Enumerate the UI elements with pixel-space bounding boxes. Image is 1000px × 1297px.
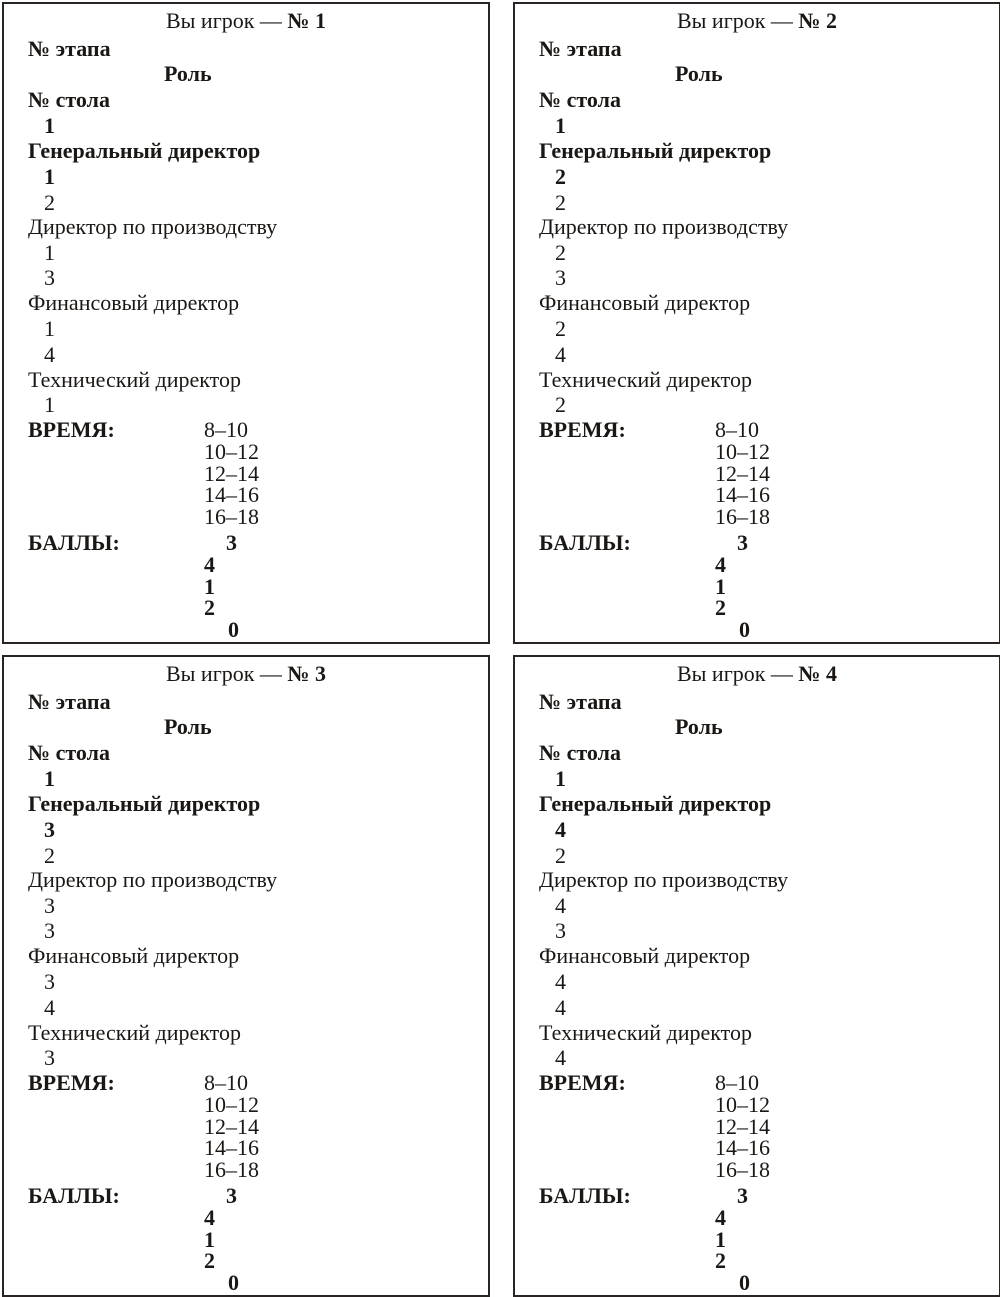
role-name: Финансовый директор	[28, 943, 240, 968]
player-number: № 1	[287, 8, 327, 33]
player-number: № 4	[798, 661, 838, 686]
time-slot: 14–16	[204, 482, 259, 507]
role-name: Технический директор	[539, 1020, 752, 1045]
time-slot: 8–10	[715, 1070, 759, 1095]
time-slot: 16–18	[715, 504, 770, 529]
points-label: БАЛЛЫ:	[539, 1183, 631, 1208]
card-title	[4, 663, 488, 685]
points-value: 1	[715, 574, 726, 599]
stage-number: 3	[44, 918, 55, 943]
time-slot: 10–12	[715, 439, 770, 464]
points-value: 4	[204, 552, 215, 577]
role-table: 1	[44, 392, 55, 417]
time-slot: 10–12	[204, 1092, 259, 1117]
role-table: 3	[44, 817, 55, 842]
table-label: № стола	[539, 87, 621, 112]
stage-number: 3	[555, 265, 566, 290]
points-value: 3	[737, 530, 748, 555]
time-slot: 12–14	[204, 1114, 259, 1139]
card-title	[4, 10, 488, 32]
points-label: БАЛЛЫ:	[539, 530, 631, 555]
role-name: Технический директор	[28, 367, 241, 392]
role-table: 2	[555, 240, 566, 265]
time-slot: 10–12	[204, 439, 259, 464]
stage-number: 2	[44, 190, 55, 215]
stage-number: 4	[44, 995, 55, 1020]
time-slot: 8–10	[204, 417, 248, 442]
role-name: Финансовый директор	[539, 943, 751, 968]
time-slot: 12–14	[715, 461, 770, 486]
points-value: 2	[715, 595, 726, 620]
role-name: Директор по производству	[28, 214, 278, 239]
role-label: Роль	[164, 714, 212, 739]
time-slot: 14–16	[715, 482, 770, 507]
stage-number: 4	[44, 342, 55, 367]
points-value: 3	[737, 1183, 748, 1208]
time-slot: 14–16	[204, 1135, 259, 1160]
role-label: Роль	[675, 714, 723, 739]
role-name: Директор по производству	[28, 867, 278, 892]
time-slot: 16–18	[204, 504, 259, 529]
role-name: Генеральный директор	[28, 791, 261, 816]
player-card-3	[2, 655, 490, 1297]
player-card-1	[2, 2, 490, 644]
role-name: Финансовый директор	[539, 290, 751, 315]
role-table: 4	[555, 817, 566, 842]
time-slot: 8–10	[715, 417, 759, 442]
role-name: Технический директор	[539, 367, 752, 392]
points-value: 3	[226, 1183, 237, 1208]
role-table: 4	[555, 969, 566, 994]
player-card-4	[513, 655, 1000, 1297]
points-value: 4	[204, 1205, 215, 1230]
role-table: 1	[44, 240, 55, 265]
points-label: БАЛЛЫ:	[28, 1183, 120, 1208]
time-label: ВРЕМЯ:	[539, 1070, 626, 1095]
time-slot: 14–16	[715, 1135, 770, 1160]
role-name: Генеральный директор	[539, 791, 772, 816]
time-slot: 12–14	[204, 461, 259, 486]
stage-label: № этапа	[539, 689, 622, 714]
role-name: Директор по производству	[539, 214, 789, 239]
points-value: 0	[739, 1270, 750, 1295]
points-value: 1	[204, 1227, 215, 1252]
time-slot: 10–12	[715, 1092, 770, 1117]
time-slot: 16–18	[204, 1157, 259, 1182]
role-name: Генеральный директор	[539, 138, 772, 163]
points-value: 0	[739, 617, 750, 642]
stage-number: 2	[555, 190, 566, 215]
points-value: 4	[715, 1205, 726, 1230]
time-slot: 16–18	[715, 1157, 770, 1182]
stage-number: 2	[44, 843, 55, 868]
card-title	[515, 10, 999, 32]
points-value: 0	[228, 1270, 239, 1295]
role-table: 2	[555, 392, 566, 417]
points-value: 4	[715, 552, 726, 577]
card-title	[515, 663, 999, 685]
time-label: ВРЕМЯ:	[28, 417, 115, 442]
table-label: № стола	[28, 87, 110, 112]
role-name: Финансовый директор	[28, 290, 240, 315]
role-label: Роль	[675, 61, 723, 86]
table-label: № стола	[539, 740, 621, 765]
stage-number: 4	[555, 342, 566, 367]
role-table: 4	[555, 1045, 566, 1070]
stage-label: № этапа	[28, 36, 111, 61]
time-label: ВРЕМЯ:	[539, 417, 626, 442]
stage-number: 1	[44, 766, 55, 791]
stage-number: 4	[555, 995, 566, 1020]
stage-number: 1	[555, 766, 566, 791]
card-title-prefix: Вы игрок —	[676, 8, 793, 33]
role-name: Директор по производству	[539, 867, 789, 892]
points-label: БАЛЛЫ:	[28, 530, 120, 555]
role-table: 4	[555, 893, 566, 918]
time-slot: 8–10	[204, 1070, 248, 1095]
points-value: 3	[226, 530, 237, 555]
points-value: 1	[204, 574, 215, 599]
time-slot: 12–14	[715, 1114, 770, 1139]
points-value: 1	[715, 1227, 726, 1252]
role-label: Роль	[164, 61, 212, 86]
stage-number: 2	[555, 843, 566, 868]
player-number: № 3	[287, 661, 327, 686]
stage-label: № этапа	[28, 689, 111, 714]
card-title-prefix: Вы игрок —	[165, 8, 282, 33]
role-table: 3	[44, 969, 55, 994]
points-value: 2	[204, 1248, 215, 1273]
stage-number: 1	[44, 113, 55, 138]
role-table: 2	[555, 316, 566, 341]
role-name: Генеральный директор	[28, 138, 261, 163]
card-title-prefix: Вы игрок —	[165, 661, 282, 686]
role-table: 3	[44, 1045, 55, 1070]
stage-number: 3	[44, 265, 55, 290]
role-table: 3	[44, 893, 55, 918]
role-name: Технический директор	[28, 1020, 241, 1045]
role-table: 2	[555, 164, 566, 189]
player-number: № 2	[798, 8, 838, 33]
card-title-prefix: Вы игрок —	[676, 661, 793, 686]
points-value: 2	[204, 595, 215, 620]
stage-label: № этапа	[539, 36, 622, 61]
player-card-2	[513, 2, 1000, 644]
stage-number: 3	[555, 918, 566, 943]
stage-number: 1	[555, 113, 566, 138]
table-label: № стола	[28, 740, 110, 765]
points-value: 2	[715, 1248, 726, 1273]
points-value: 0	[228, 617, 239, 642]
role-table: 1	[44, 164, 55, 189]
role-table: 1	[44, 316, 55, 341]
time-label: ВРЕМЯ:	[28, 1070, 115, 1095]
